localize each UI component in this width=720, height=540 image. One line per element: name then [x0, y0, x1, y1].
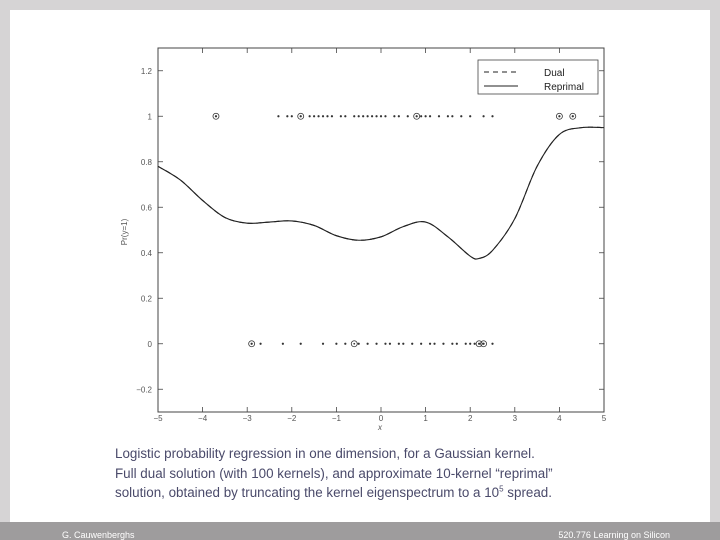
data-point-y1 [438, 115, 440, 117]
data-point-y0 [402, 343, 404, 345]
legend [478, 60, 598, 94]
support-vector-center [559, 115, 561, 117]
y-tick-label: 1 [147, 112, 152, 122]
data-point-y0 [389, 343, 391, 345]
data-point-y0 [469, 343, 471, 345]
series-line-dual [158, 127, 604, 259]
tick-marks [158, 48, 604, 412]
data-point-y1 [482, 115, 484, 117]
caption-line-2: Full dual solution (with 100 kernels), and approximate 10-kernel “reprimal” [115, 465, 553, 481]
data-point-y1 [460, 115, 462, 117]
data-point-y1 [309, 115, 311, 117]
data-point-y0 [282, 343, 284, 345]
caption-exponent: 5 [499, 484, 504, 494]
x-tick-label: −2 [287, 414, 297, 423]
data-point-y1 [340, 115, 342, 117]
y-tick-label: 0.4 [140, 248, 152, 258]
data-point-y0 [433, 343, 435, 345]
data-point-y0 [335, 343, 337, 345]
data-point-y1 [371, 115, 373, 117]
caption-line-3 [115, 483, 675, 503]
data-point-y0 [420, 343, 422, 345]
data-point-y1 [469, 115, 471, 117]
data-point-y0 [474, 343, 476, 345]
tick-labels [136, 67, 607, 423]
x-tick-label: −3 [242, 414, 252, 423]
data-point-y1 [375, 115, 377, 117]
x-tick-label: −5 [153, 414, 163, 423]
data-point-y0 [398, 343, 400, 345]
data-point-y0 [451, 343, 453, 345]
y-tick-label: 1.2 [140, 66, 152, 76]
data-point-y0 [429, 343, 431, 345]
data-point-y1 [367, 115, 369, 117]
data-point-y1 [331, 115, 333, 117]
legend-reprimal-label: Reprimal [544, 82, 585, 93]
data-point-y1 [425, 115, 427, 117]
x-tick-label: 2 [467, 414, 473, 423]
series-lines [158, 127, 604, 259]
x-tick-label: 4 [557, 414, 562, 423]
x-tick-label: 1 [423, 414, 428, 423]
plot-frame [158, 48, 604, 412]
caption-line-3-end: spread. [503, 485, 552, 500]
support-vector-center [251, 343, 253, 345]
y-tick-label: −0.2 [136, 385, 152, 395]
data-point-y1 [491, 115, 493, 117]
data-point-y1 [317, 115, 319, 117]
data-point-y1 [353, 115, 355, 117]
y-tick-label: 0.2 [140, 294, 152, 304]
data-point-y1 [286, 115, 288, 117]
y-tick-label: 0.8 [140, 157, 152, 167]
data-point-y0 [456, 343, 458, 345]
data-point-y1 [291, 115, 293, 117]
support-vector-center [215, 115, 217, 117]
support-vector-center [300, 115, 302, 117]
support-vector-center [572, 115, 574, 117]
data-point-y1 [451, 115, 453, 117]
data-point-y1 [384, 115, 386, 117]
data-point-y1 [398, 115, 400, 117]
support-vector-center [353, 343, 355, 345]
data-point-y0 [384, 343, 386, 345]
data-point-y0 [344, 343, 346, 345]
data-point-y1 [407, 115, 409, 117]
x-tick-label: 3 [512, 414, 518, 423]
data-point-y0 [465, 343, 467, 345]
support-vector-center [478, 343, 480, 345]
x-tick-label: 5 [601, 414, 607, 423]
caption-line-3-text: solution, obtained by truncating the kernel eigenspectrum to a 10 [115, 485, 500, 500]
x-tick-label: 0 [378, 414, 384, 423]
data-point-y0 [375, 343, 377, 345]
data-point-y0 [300, 343, 302, 345]
data-point-y0 [442, 343, 444, 345]
data-point-y1 [344, 115, 346, 117]
figure-caption [115, 444, 675, 503]
y-tick-label: 0.6 [140, 203, 152, 213]
footer-course: 520.776 Learning on Silicon [558, 530, 670, 540]
y-tick-label: 0 [147, 339, 152, 349]
data-point-y0 [358, 343, 360, 345]
data-point-y1 [358, 115, 360, 117]
data-point-y0 [491, 343, 493, 345]
support-vector-center [416, 115, 418, 117]
data-point-y1 [447, 115, 449, 117]
data-point-y1 [326, 115, 328, 117]
x-axis-label: x [378, 423, 382, 432]
data-point-y1 [313, 115, 315, 117]
data-point-y0 [367, 343, 369, 345]
caption-line-1: Logistic probability regression in one dimension, for a Gaussian kernel. [115, 446, 535, 461]
support-vector-center [483, 343, 485, 345]
data-point-y1 [322, 115, 324, 117]
data-point-y0 [259, 343, 261, 345]
data-point-y1 [277, 115, 279, 117]
series-line-reprimal [158, 127, 604, 259]
footer-author: G. Cauwenberghs [62, 530, 135, 540]
data-point-y1 [393, 115, 395, 117]
y-axis-label: Pr(y=1) [120, 218, 129, 246]
x-tick-label: −4 [198, 414, 208, 423]
data-point-y1 [362, 115, 364, 117]
data-point-y0 [411, 343, 413, 345]
x-tick-label: −1 [331, 414, 341, 423]
data-point-y1 [380, 115, 382, 117]
legend-dual-label: Dual [544, 68, 565, 79]
data-point-y0 [322, 343, 324, 345]
data-point-y1 [420, 115, 422, 117]
data-point-y1 [429, 115, 431, 117]
